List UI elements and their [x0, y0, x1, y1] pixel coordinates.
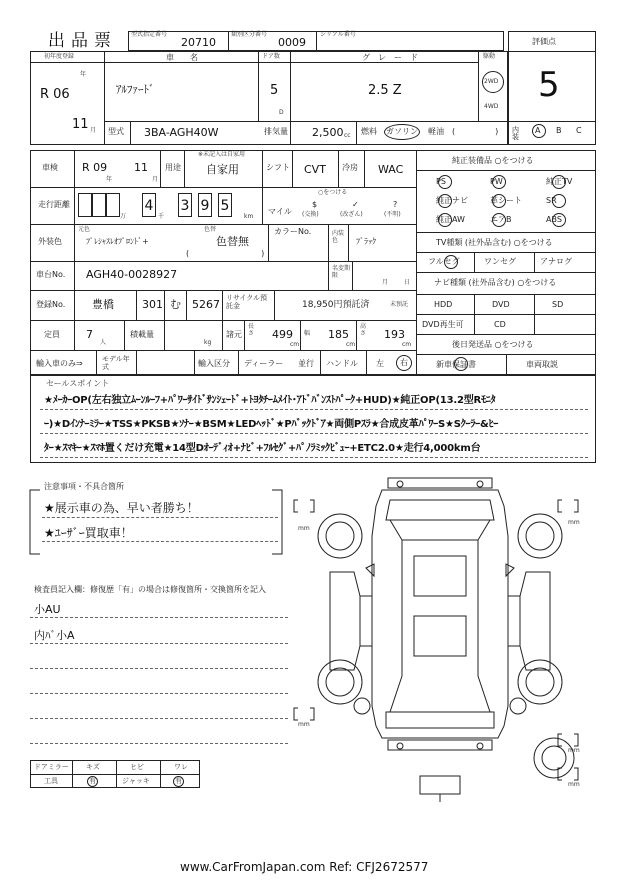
- capacity-value: 7: [86, 328, 93, 341]
- exterior-color-label: 外装色: [38, 237, 62, 246]
- fuel-label: 燃料: [361, 127, 377, 136]
- length-value: 499: [272, 328, 293, 341]
- unknown-symbol: ?: [393, 200, 398, 209]
- equip-circle-mark: [438, 213, 452, 227]
- doors-label: ドア数: [262, 53, 280, 60]
- name-change-label: 名変期限: [332, 265, 351, 280]
- equip-circle-mark: [492, 194, 506, 208]
- load-label: 積載量: [130, 330, 154, 339]
- import-parallel: 並行: [298, 359, 314, 368]
- height-label: 高さ: [360, 323, 367, 337]
- equip-item-0-1: PW: [490, 177, 503, 186]
- nav-option-row2-0: DVD再生可: [422, 320, 464, 329]
- tool-header-mirror: ドアミラー: [34, 763, 69, 771]
- tire-mm-fr: mm: [568, 519, 580, 526]
- mileage-unit: km: [244, 213, 254, 220]
- displacement-unit: cc: [344, 132, 351, 139]
- shaken-era: R 09: [82, 161, 108, 174]
- inspector-line-2: 内ﾊﾞ小A: [34, 629, 75, 642]
- interior-label: 内装: [512, 126, 519, 141]
- tool-row-jack-value: 有: [175, 777, 182, 785]
- tv-option-1: ワンセグ: [484, 257, 516, 266]
- first-reg-month: 11: [72, 117, 89, 132]
- shaken-month: 11: [134, 161, 148, 174]
- orig-color-label: 元色: [78, 226, 91, 233]
- equip-circle-mark: [492, 213, 506, 227]
- tool-row-jack: ジャッキ: [122, 777, 150, 785]
- interior-color-label: 内装色: [332, 230, 345, 245]
- docs-title: 後日発送品 ○をつける: [452, 340, 534, 349]
- interior-grade-b: B: [556, 126, 562, 135]
- model-spec-value: 20710: [181, 36, 216, 49]
- shift-label: シフト: [266, 163, 290, 172]
- interior-color-value: ﾌﾞﾗｯｸ: [356, 237, 376, 246]
- name-change-day-unit: 日: [404, 279, 411, 286]
- import-dealer: ディーラー: [244, 359, 284, 368]
- equip-item-0-2: 純正TV: [546, 177, 573, 186]
- import-label: 輸入車のみ⇒: [36, 359, 83, 368]
- mileage-digit: [78, 193, 92, 217]
- score-label: 評価点: [532, 37, 556, 46]
- width-label: 幅: [304, 330, 311, 337]
- equip-circle-mark: [552, 175, 566, 189]
- car-name-label: 車 名: [166, 53, 198, 62]
- width-unit: cm: [346, 341, 356, 348]
- height-value: 193: [384, 328, 405, 341]
- doors-value: 5: [270, 83, 279, 98]
- first-reg-label: 初年度登録: [44, 53, 75, 60]
- height-unit: cm: [402, 341, 412, 348]
- exchange-symbol: $: [312, 200, 318, 209]
- nav-option-row2-1: CD: [494, 320, 506, 329]
- equip-title: 純正装備品 ○をつける: [452, 156, 534, 165]
- car-damage-diagram: [290, 476, 600, 816]
- car-name-value: ｱﾙﾌｧｰﾄﾞ: [116, 83, 155, 96]
- mileage-digit: 3: [178, 193, 192, 217]
- mileage-digit: [92, 193, 106, 217]
- serial-label: シリアル番号: [320, 31, 356, 38]
- displacement-label: 排気量: [264, 127, 288, 136]
- notes-bracket: [26, 488, 286, 560]
- shaken-month-unit: 月: [152, 176, 159, 183]
- first-reg-era: R 06: [40, 87, 70, 102]
- tamper-symbol: ✓: [352, 200, 359, 209]
- inspector-line-1: 小AU: [34, 603, 61, 616]
- month-unit: 月: [90, 127, 97, 134]
- shaken-year-unit: 年: [106, 176, 113, 183]
- usage-value: 自家用: [206, 163, 239, 176]
- load-unit: kg: [204, 339, 212, 346]
- doc-warranty: 新車保証書: [436, 360, 476, 369]
- reg-number: 5267: [192, 298, 220, 311]
- type-label: 型式: [108, 127, 124, 136]
- sales-point-line-2: ｰ)★Dｲﾝﾅｰﾐﾗｰ★TSS★PKSB★ｿﾅｰ★BSM★LEDﾍｯﾄﾞ★Pﾊﾞｯｸﾄﾞｱ★両側Pｽﾗ★合成皮革ﾊﾟﾜｰS★Sｸｰﾗｰ&ﾋｰ: [44, 419, 499, 430]
- doors-suffix: D: [279, 109, 284, 116]
- equip-circle-mark: [552, 194, 566, 208]
- equip-circle-mark: [438, 194, 452, 208]
- tool-header-crack: ヒビ: [130, 763, 144, 771]
- recycle-status: 未預託: [390, 301, 409, 308]
- tv-selected-circle: [444, 255, 458, 269]
- mileage-sen: 千: [158, 213, 165, 220]
- equip-circle-mark: [438, 175, 452, 189]
- type-value: 3BA-AGH40W: [144, 126, 219, 139]
- page-title: 出品票: [48, 31, 117, 51]
- equip-item-2-0: 純正AW: [436, 215, 465, 224]
- drive-2wd: 2WD: [484, 78, 499, 85]
- interior-grade-a: A: [535, 126, 541, 135]
- drive-label: 駆動: [483, 53, 496, 60]
- equip-item-1-1: 革シート: [490, 196, 522, 205]
- chassis-label: 車台No.: [36, 270, 66, 279]
- nav-title: ナビ種類 (社外品含む) ○をつける: [434, 278, 557, 287]
- note-line-2: ★ﾕｰｻﾞｰ買取車！: [44, 526, 133, 540]
- handle-label: ハンドル: [326, 359, 358, 368]
- fuel-value: ガソリン: [386, 127, 418, 136]
- displacement-value: 2,500: [312, 126, 344, 139]
- light-oil-label: 軽油: [428, 127, 444, 136]
- fuel-paren: ( ): [452, 127, 499, 136]
- mileage-digit: 9: [198, 193, 212, 217]
- year-unit: 年: [80, 71, 87, 78]
- tv-option-0: フルセグ: [428, 257, 460, 266]
- tire-mm-spare: mm: [568, 781, 580, 788]
- interior-grade-c: C: [576, 126, 582, 135]
- mileage-circle-note: ○をつける: [318, 189, 348, 196]
- length-unit: cm: [290, 341, 300, 348]
- ac-label: 冷房: [342, 163, 358, 172]
- category-value: 0009: [278, 36, 306, 49]
- drive-4wd: 4WD: [484, 103, 499, 110]
- color-no-label: カラーNo.: [274, 227, 312, 236]
- doc-manual: 車両取説: [526, 360, 558, 369]
- width-value: 185: [328, 328, 349, 341]
- usage-note: ※未記入は自家用: [198, 151, 246, 158]
- length-label: 長さ: [248, 323, 255, 337]
- tire-mm-fl: mm: [298, 525, 310, 532]
- sales-point-line-3: ﾀｰ★ｽﾏｷｰ★ｽﾏﾎ置くだけ充電★14型Dｵｰﾃﾞｨｵ+ﾅﾋﾞ+ﾌﾙｾｸﾞ+ﾊﾟﾉﾗﾐｯｸﾋﾞｭｰ+ETC2.0★走行4,000km台: [44, 443, 481, 454]
- name-change-month-unit: 月: [382, 279, 389, 286]
- model-year-label: モデル年式: [102, 355, 130, 372]
- capacity-unit: 人: [100, 339, 107, 346]
- tv-option-2: アナログ: [540, 257, 572, 266]
- unknown-option: (不明): [384, 211, 401, 218]
- equip-item-1-0: 純正ナビ: [436, 196, 468, 205]
- chassis-value: AGH40-0028927: [86, 268, 178, 281]
- reg-kana: む: [170, 298, 181, 311]
- equip-circle-mark: [552, 213, 566, 227]
- tire-mm-rl: mm: [298, 721, 310, 728]
- recycle-value: 18,950円預託済: [302, 300, 370, 310]
- handle-right: 右: [400, 358, 408, 367]
- equip-item-2-1: エアB: [490, 215, 512, 224]
- dimensions-label: 諸元: [226, 330, 242, 339]
- sales-points-label: セールスポイント: [46, 379, 110, 388]
- grade-value: 2.5 Z: [368, 83, 402, 98]
- import-div-label: 輸入区分: [198, 359, 230, 368]
- recycle-label: リサイクル預託金: [226, 294, 268, 311]
- note-line-1: ★展示車の為、早い者勝ち！: [44, 501, 199, 515]
- tool-header-break: ワレ: [174, 763, 188, 771]
- usage-label: 用途: [165, 163, 181, 172]
- handle-left: 左: [376, 359, 384, 368]
- repaint-value: 色替無: [216, 235, 249, 248]
- equip-item-2-2: ABS: [546, 215, 562, 224]
- model-spec-label: 型式指定番号: [131, 31, 168, 38]
- color-paren: ( ): [186, 249, 265, 258]
- tool-row-tools-value: 有: [89, 777, 96, 785]
- mileage-digit: 4: [142, 193, 156, 217]
- mileage-label: 走行距離: [38, 200, 70, 209]
- ac-value: WAC: [378, 163, 404, 176]
- mileage-digit: 5: [218, 193, 232, 217]
- score-value: 5: [538, 65, 560, 105]
- capacity-label: 定員: [44, 330, 60, 339]
- equip-item-0-0: PS: [436, 177, 446, 186]
- registration-label: 登録No.: [36, 300, 66, 309]
- tool-row-tools: 工具: [44, 777, 58, 785]
- inspector-label: 検査員記入欄：修復歴「有」の場合は修復箇所・交換箇所を記入: [34, 585, 266, 594]
- sales-point-line-1: ★ﾒｰｶｰOP(左右独立ﾑｰﾝﾙｰﾌ+ﾊﾟﾜｰｻｲﾄﾞｻﾝｼｪｰﾄﾞ+ﾄﾖﾀﾁｰﾑﾒｲﾄ･ｱﾄﾞﾊﾞﾝｽﾄﾊﾟｰｸ+HUD)★純正OP(13.2型Rﾓﾆﾀ: [44, 395, 496, 406]
- category-label: 類別区分番号: [231, 31, 268, 38]
- shaken-label: 車検: [42, 163, 58, 172]
- orig-color-value: ﾌﾟﾚｼｬｽﾚｵﾌﾟﾛﾝﾄﾞ+: [86, 237, 149, 246]
- notes-label: 注意事項・不具合箇所: [44, 482, 124, 491]
- equip-circle-mark: [492, 175, 506, 189]
- tamper-option: (改ざん): [340, 211, 363, 218]
- nav-option-2: SD: [552, 300, 564, 309]
- nav-option-1: DVD: [492, 300, 510, 309]
- mileage-man: 万: [120, 213, 127, 220]
- repaint-label: 色替: [204, 226, 217, 233]
- nav-option-0: HDD: [434, 300, 453, 309]
- mileage-digit: [106, 193, 120, 217]
- exchange-option: (交換): [302, 211, 319, 218]
- tire-mm-rr: mm: [568, 747, 580, 754]
- grade-label: グ レ ー ド: [362, 53, 418, 62]
- tv-title: TV種類 (社外品含む) ○をつける: [436, 238, 553, 247]
- tool-header-scratch: キズ: [86, 763, 100, 771]
- equip-item-1-2: SR: [546, 196, 557, 205]
- reg-class-no: 301: [142, 298, 163, 311]
- mile-label: マイル: [268, 207, 292, 216]
- footer-reference: www.CarFromJapan.com Ref: CFJ2672577: [180, 860, 429, 874]
- shift-value: CVT: [304, 163, 326, 176]
- reg-area: 豊橋: [92, 298, 114, 311]
